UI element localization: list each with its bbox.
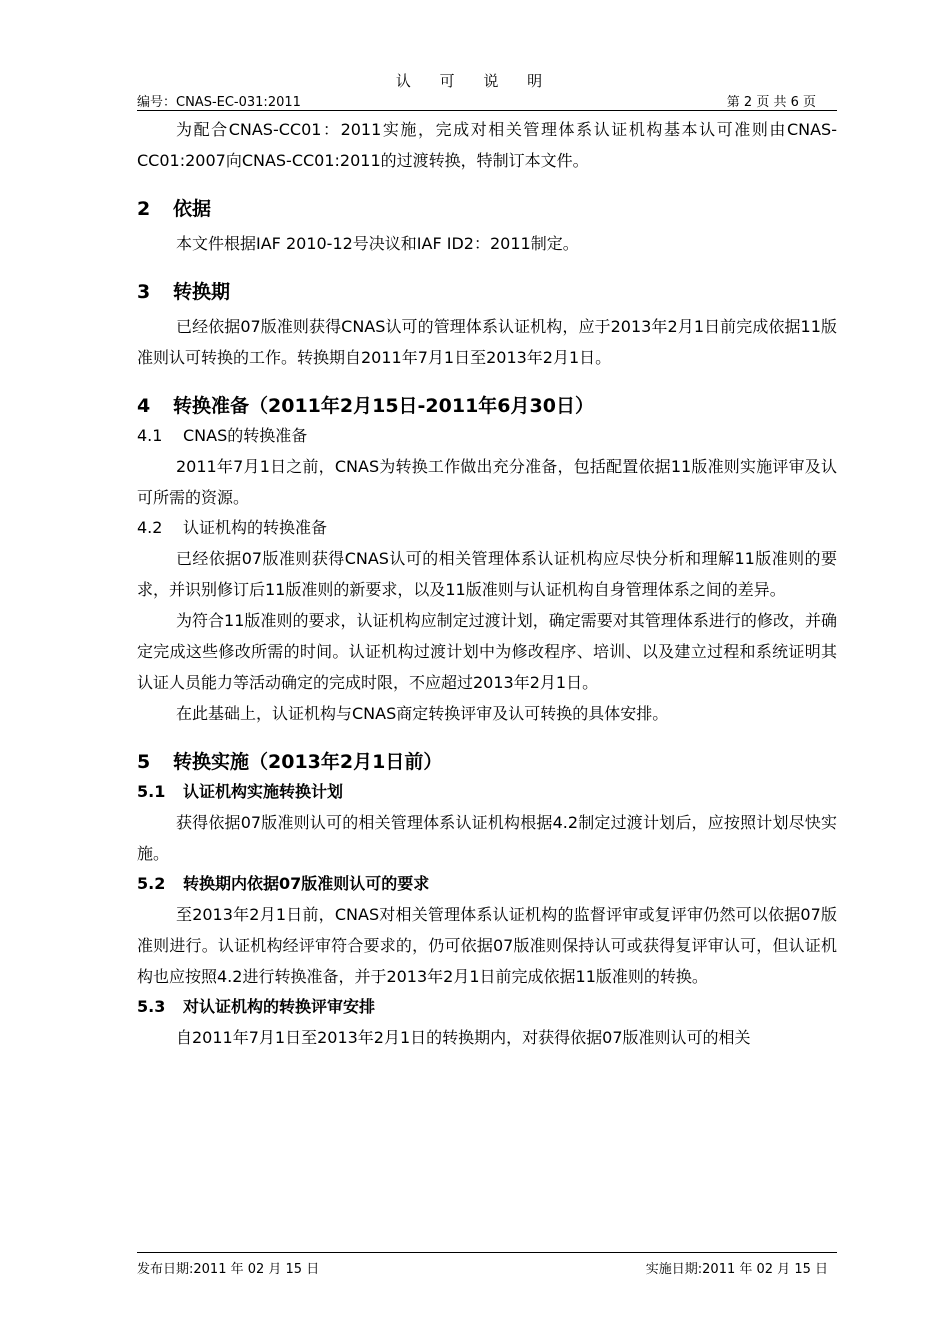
section-title: 转换准备（2011年2月15日-2011年6月30日） bbox=[173, 395, 594, 417]
intro-paragraph: 为配合CNAS-CC01：2011实施，完成对相关管理体系认证机构基本认可准则由CNAS-CC01:2007向CNAS-CC01:2011的过渡转换，特制订本文件。 bbox=[137, 120, 837, 170]
subsection-5-2-text: 至2013年2月1日前，CNAS对相关管理体系认证机构的监督评审或复评审仍然可以依据07版准则进行。认证机构经评审符合要求的，仍可依据07版准则保持认可或获得复评审认可，但认证机构也应按照4.2进行转换准备，并于2013年2月1日前完成依据11版准则的转换。 bbox=[137, 905, 837, 986]
subsection-title: 认证机构实施转换计划 bbox=[183, 782, 344, 801]
page-header-title: 认 可 说 明 bbox=[395, 72, 555, 90]
subsection-number: 4.1 bbox=[137, 426, 163, 445]
subsection-5-2-heading bbox=[137, 869, 837, 899]
section-number: 3 bbox=[137, 281, 151, 303]
subsection-5-3-heading bbox=[137, 992, 837, 1022]
section-number: 4 bbox=[137, 395, 151, 417]
section-5-heading bbox=[137, 747, 837, 777]
section-title: 转换期 bbox=[173, 281, 231, 303]
subsection-title: CNAS的转换准备 bbox=[183, 426, 308, 445]
section-3-heading bbox=[137, 277, 837, 307]
subsection-5-1-heading bbox=[137, 777, 837, 807]
section-3-text: 已经依据07版准则获得CNAS认可的管理体系认证机构，应于2013年2月1日前完成依据11版准则认可转换的工作。转换期自2011年7月1日至2013年2月1日。 bbox=[137, 317, 837, 367]
subsection-title: 对认证机构的转换评审安排 bbox=[183, 997, 376, 1016]
header-divider bbox=[137, 110, 837, 111]
subsection-4-1-heading bbox=[137, 421, 837, 451]
subsection-5-1-text: 获得依据07版准则认可的相关管理体系认证机构根据4.2制定过渡计划后，应按照计划尽快实施。 bbox=[137, 813, 837, 863]
subsection-4-2-paragraph-2: 为符合11版准则的要求，认证机构应制定过渡计划，确定需要对其管理体系进行的修改，并确定完成这些修改所需的时间。认证机构过渡计划中为修改程序、培训、以及建立过程和系统证明其认证人员能力等活动确定的完成时限，不应超过2013年2月1日。 bbox=[137, 611, 837, 692]
effective-date: 实施日期:2011 年 02 月 15 日 bbox=[645, 1262, 828, 1277]
section-2-heading bbox=[137, 194, 837, 224]
subsection-number: 5.2 bbox=[137, 874, 166, 893]
subsection-number: 4.2 bbox=[137, 518, 163, 537]
subsection-4-2-heading bbox=[137, 513, 837, 543]
footer-divider bbox=[137, 1252, 837, 1253]
document-number: 编号：CNAS-EC-031:2011 bbox=[137, 95, 301, 110]
subsection-title: 转换期内依据07版准则认可的要求 bbox=[183, 874, 430, 893]
section-title: 转换实施（2013年2月1日前） bbox=[173, 751, 443, 773]
subsection-4-1-text: 2011年7月1日之前，CNAS为转换工作做出充分准备，包括配置依据11版准则实施评审及认可所需的资源。 bbox=[137, 457, 837, 507]
subsection-number: 5.3 bbox=[137, 997, 166, 1016]
section-number: 2 bbox=[137, 198, 151, 220]
subsection-5-3-text: 自2011年7月1日至2013年2月1日的转换期内，对获得依据07版准则认可的相关 bbox=[176, 1028, 751, 1047]
subsection-4-2-paragraph-1: 已经依据07版准则获得CNAS认可的相关管理体系认证机构应尽快分析和理解11版准则的要求，并识别修订后11版准则的新要求，以及11版准则与认证机构自身管理体系之间的差异。 bbox=[137, 549, 837, 599]
page-number: 第 2 页 共 6 页 bbox=[726, 95, 816, 110]
subsection-title: 认证机构的转换准备 bbox=[183, 518, 328, 537]
section-number: 5 bbox=[137, 751, 151, 773]
subsection-number: 5.1 bbox=[137, 782, 166, 801]
issue-date: 发布日期:2011 年 02 月 15 日 bbox=[137, 1262, 320, 1277]
subsection-4-2-paragraph-3: 在此基础上，认证机构与CNAS商定转换评审及认可转换的具体安排。 bbox=[176, 704, 669, 723]
section-2-text: 本文件根据IAF 2010-12号决议和IAF ID2：2011制定。 bbox=[176, 234, 579, 253]
section-4-heading bbox=[137, 391, 837, 421]
section-title: 依据 bbox=[173, 198, 212, 220]
document-body bbox=[137, 114, 837, 1053]
